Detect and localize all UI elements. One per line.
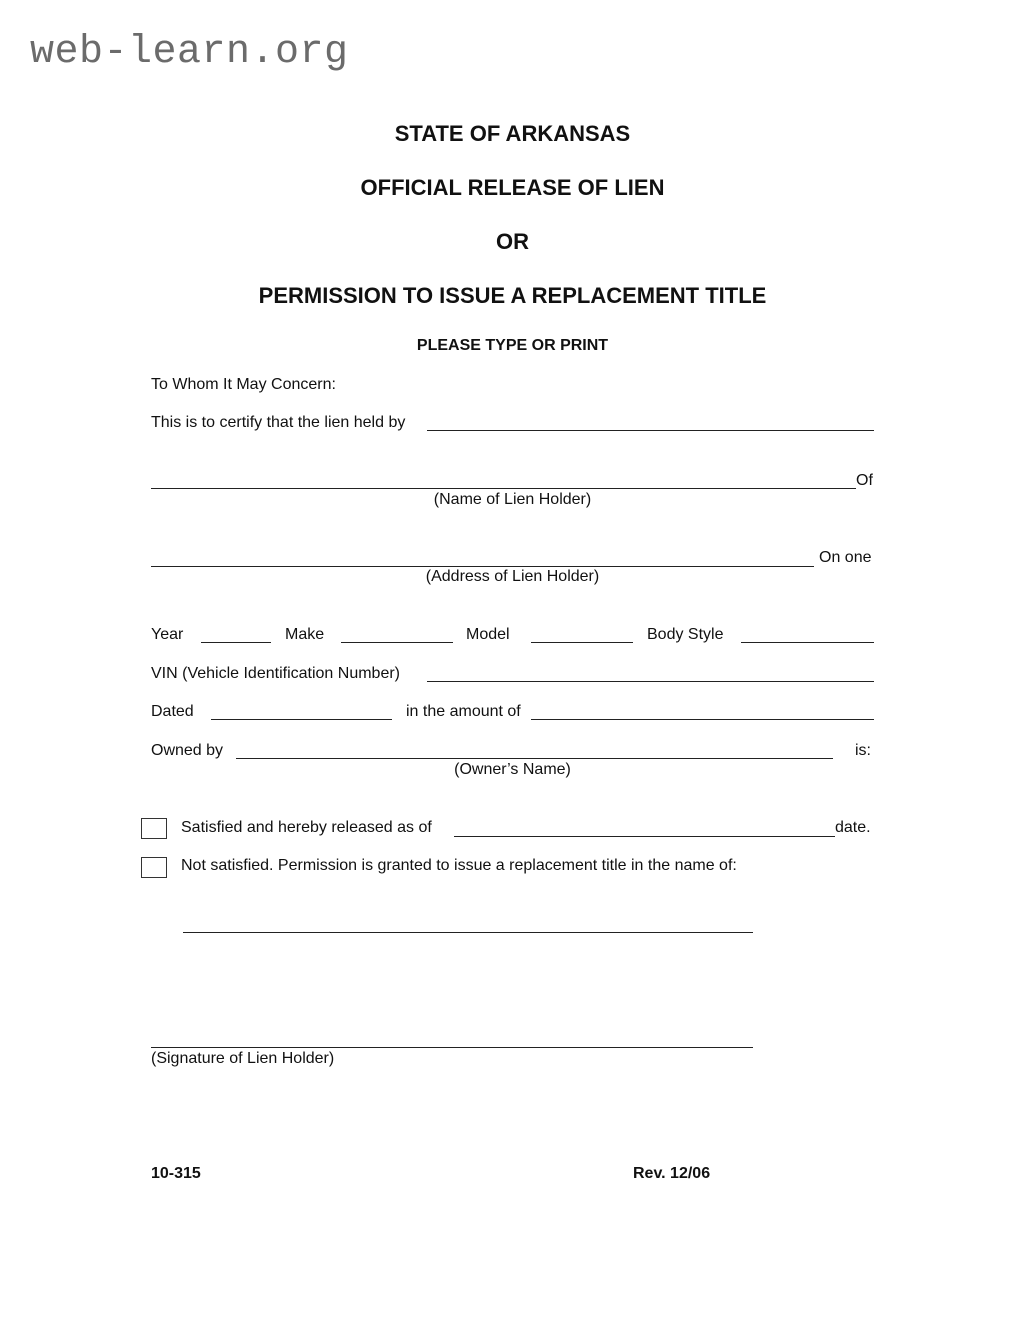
title-permission: PERMISSION TO ISSUE A REPLACEMENT TITLE: [258, 283, 767, 308]
satisfied-label: Satisfied and hereby released as of: [181, 819, 432, 836]
lien-holder-address-field[interactable]: [151, 566, 814, 567]
salutation: To Whom It May Concern:: [151, 376, 336, 393]
certify-label: This is to certify that the lien held by: [151, 414, 406, 431]
model-label: Model: [466, 626, 510, 643]
owner-name-field[interactable]: [236, 758, 833, 759]
title-state: STATE OF ARKANSAS: [394, 121, 631, 146]
dated-label: Dated: [151, 703, 194, 720]
date-label: date.: [835, 819, 871, 836]
owner-caption: (Owner’s Name): [454, 761, 571, 778]
vin-label: VIN (Vehicle Identification Number): [151, 665, 400, 682]
watermark: web-learn.org: [30, 30, 349, 75]
release-date-field[interactable]: [454, 836, 835, 837]
year-label: Year: [151, 626, 184, 643]
owned-by-label: Owned by: [151, 742, 224, 759]
amount-label: in the amount of: [406, 703, 521, 720]
not-satisfied-label: Not satisfied. Permission is granted to issue a replacement title in the name of:: [181, 857, 737, 874]
address-caption: (Address of Lien Holder): [425, 568, 600, 585]
body-style-field[interactable]: [741, 642, 874, 643]
replacement-title-name-field[interactable]: [183, 932, 753, 933]
title-release: OFFICIAL RELEASE OF LIEN: [360, 175, 665, 200]
amount-field[interactable]: [531, 719, 874, 720]
title-or: OR: [496, 229, 529, 254]
form-number: 10-315: [151, 1165, 201, 1182]
make-label: Make: [285, 626, 325, 643]
make-field[interactable]: [341, 642, 453, 643]
not-satisfied-checkbox[interactable]: [141, 857, 167, 878]
signature-caption: (Signature of Lien Holder): [151, 1050, 335, 1067]
body-style-label: Body Style: [647, 626, 724, 643]
revision: Rev. 12/06: [633, 1165, 711, 1182]
is-label: is:: [855, 742, 871, 759]
on-one-label: On one: [819, 549, 872, 566]
model-field[interactable]: [531, 642, 633, 643]
dated-field[interactable]: [211, 719, 392, 720]
vin-field[interactable]: [427, 681, 874, 682]
lien-holder-name-field[interactable]: [151, 488, 856, 489]
name-caption: (Name of Lien Holder): [433, 491, 592, 508]
lien-holder-field[interactable]: [427, 430, 874, 431]
signature-field[interactable]: [151, 1047, 753, 1048]
instruction: PLEASE TYPE OR PRINT: [416, 337, 609, 354]
satisfied-checkbox[interactable]: [141, 818, 167, 839]
of-label: Of: [856, 472, 873, 489]
year-field[interactable]: [201, 642, 271, 643]
